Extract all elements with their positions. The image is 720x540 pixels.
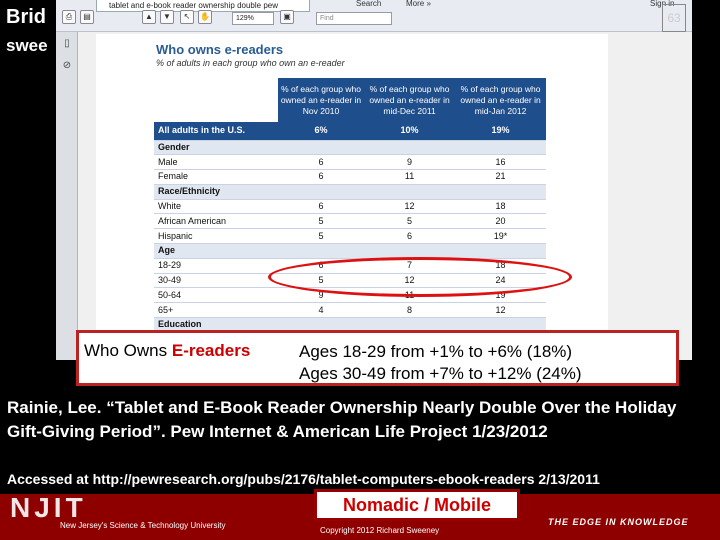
value-cell (278, 140, 364, 155)
value-cell (278, 184, 364, 199)
attachments-icon[interactable]: ⊘ (62, 60, 72, 71)
caption-accent: E-readers (171, 341, 251, 360)
value-cell (364, 140, 455, 155)
value-cell: 6 (278, 258, 364, 273)
table-row (154, 214, 546, 229)
table-section-row (154, 244, 546, 259)
value-cell (455, 184, 546, 199)
value-cell: 20 (455, 214, 546, 229)
table-row (154, 303, 546, 318)
more-link-label: More » (406, 0, 431, 8)
value-cell: 5 (278, 273, 364, 288)
value-cell: 12 (364, 273, 455, 288)
value-cell: 8 (364, 303, 455, 318)
value-cell: 7 (364, 258, 455, 273)
value-cell: 5 (278, 229, 364, 244)
pages-panel-icon[interactable]: ▯ (64, 38, 70, 49)
row-label-cell: 18-29 (154, 258, 278, 273)
value-cell (455, 140, 546, 155)
value-cell: 4 (278, 303, 364, 318)
table-header-cell (154, 78, 278, 122)
caption-stat-line: Ages 30-49 from +7% to +12% (24%) (299, 364, 582, 383)
row-label-cell: Female (154, 170, 278, 185)
slide-title: Brid (6, 6, 46, 28)
row-label-cell: Gender (154, 140, 278, 155)
browser-toolbar (56, 0, 692, 32)
row-label-cell: White (154, 199, 278, 214)
row-label-cell: African American (154, 214, 278, 229)
value-cell: 21 (455, 170, 546, 185)
tab-title: tablet and e-book reader ownership double pew (109, 1, 279, 10)
signin-link-label: Sign in (650, 0, 675, 8)
value-cell (455, 244, 546, 259)
value-cell: 18 (455, 258, 546, 273)
search-link-label: Search (356, 0, 382, 8)
caption-prefix: Who Owns (84, 341, 172, 360)
row-label-cell: Male (154, 155, 278, 170)
pdf-page (96, 34, 608, 360)
highlight-oval (268, 257, 572, 297)
value-cell: 24 (455, 273, 546, 288)
caption-label (84, 341, 250, 361)
page-up-icon[interactable]: ▲ (142, 10, 156, 24)
value-cell: 5 (364, 214, 455, 229)
copyright-text: Copyright 2012 Richard Sweeney (320, 526, 440, 535)
table-row (154, 199, 546, 214)
njit-logo: NJIT (10, 492, 87, 523)
value-cell: 16 (455, 155, 546, 170)
row-label-cell: Age (154, 244, 278, 259)
table-header-row (154, 78, 546, 122)
value-cell: 11 (364, 288, 455, 303)
row-label-cell: 30-49 (154, 273, 278, 288)
university-name: New Jersey's Science & Technology University (60, 521, 226, 530)
fit-page-icon[interactable]: ▣ (280, 10, 294, 24)
caption-stats (299, 341, 582, 385)
value-cell: 6 (364, 229, 455, 244)
value-cell: 11 (364, 170, 455, 185)
find-input[interactable]: Find (316, 12, 392, 25)
pdf-sidebar (56, 32, 78, 360)
caption-stat-line: Ages 18-29 from +1% to +6% (18%) (299, 342, 573, 361)
table-section-row (154, 184, 546, 199)
zoom-field[interactable]: 129% (232, 12, 274, 25)
value-cell: 12 (455, 303, 546, 318)
save-icon[interactable]: ▤ (80, 10, 94, 24)
search-link[interactable] (356, 0, 381, 12)
value-cell: 19% (455, 122, 546, 140)
value-cell: 6 (278, 155, 364, 170)
value-cell: 12 (364, 199, 455, 214)
print-icon[interactable]: ⎙ (62, 10, 76, 24)
value-cell: 5 (278, 214, 364, 229)
table-header-cell: % of each group who owned an e-reader in mid-Jan 2012 (455, 78, 546, 122)
row-label-cell: All adults in the U.S. (154, 122, 278, 140)
row-label-cell: 50-64 (154, 288, 278, 303)
table-row (154, 155, 546, 170)
value-cell: 19 (455, 288, 546, 303)
citation-text: Rainie, Lee. “Tablet and E-Book Reader Ownership Nearly Double Over the Holiday Gift-Giving Period”. Pew Internet & American Life Project 1/23/2012 (7, 398, 677, 441)
value-cell: 10% (364, 122, 455, 140)
table-header-cell: % of each group who owned an e-reader in mid-Dec 2011 (364, 78, 455, 122)
page-down-icon[interactable]: ▼ (160, 10, 174, 24)
slide-subtitle: swee (6, 36, 48, 55)
row-label-cell: Education (154, 318, 278, 333)
value-cell: 6% (278, 122, 364, 140)
tagline: THE EDGE IN KNOWLEDGE (548, 517, 689, 527)
select-tool-icon[interactable]: ↖ (180, 10, 194, 24)
more-link[interactable] (406, 0, 431, 12)
hand-tool-icon[interactable]: ✋ (198, 10, 212, 24)
topic-badge: Nomadic / Mobile (314, 489, 520, 521)
value-cell: 18 (455, 199, 546, 214)
row-label-cell: 65+ (154, 303, 278, 318)
table-row (154, 122, 546, 140)
value-cell: 9 (364, 155, 455, 170)
accessed-text: Accessed at http://pewresearch.org/pubs/2176/tablet-computers-ebook-readers 2/13/2011 (7, 471, 600, 487)
document-subtitle: % of adults in each group who own an e-reader (156, 58, 345, 68)
table-section-row (154, 140, 546, 155)
value-cell: 19* (455, 229, 546, 244)
slide-number: 63 (662, 4, 686, 32)
value-cell: 6 (278, 170, 364, 185)
document-title: Who owns e-readers (156, 42, 284, 57)
row-label-cell: Race/Ethnicity (154, 184, 278, 199)
value-cell: 9 (278, 288, 364, 303)
value-cell (278, 244, 364, 259)
table-row (154, 229, 546, 244)
row-label-cell: Hispanic (154, 229, 278, 244)
table-row (154, 170, 546, 185)
value-cell: 6 (278, 199, 364, 214)
value-cell (364, 184, 455, 199)
table-header-cell: % of each group who owned an e-reader in Nov 2010 (278, 78, 364, 122)
table-body (154, 122, 546, 332)
